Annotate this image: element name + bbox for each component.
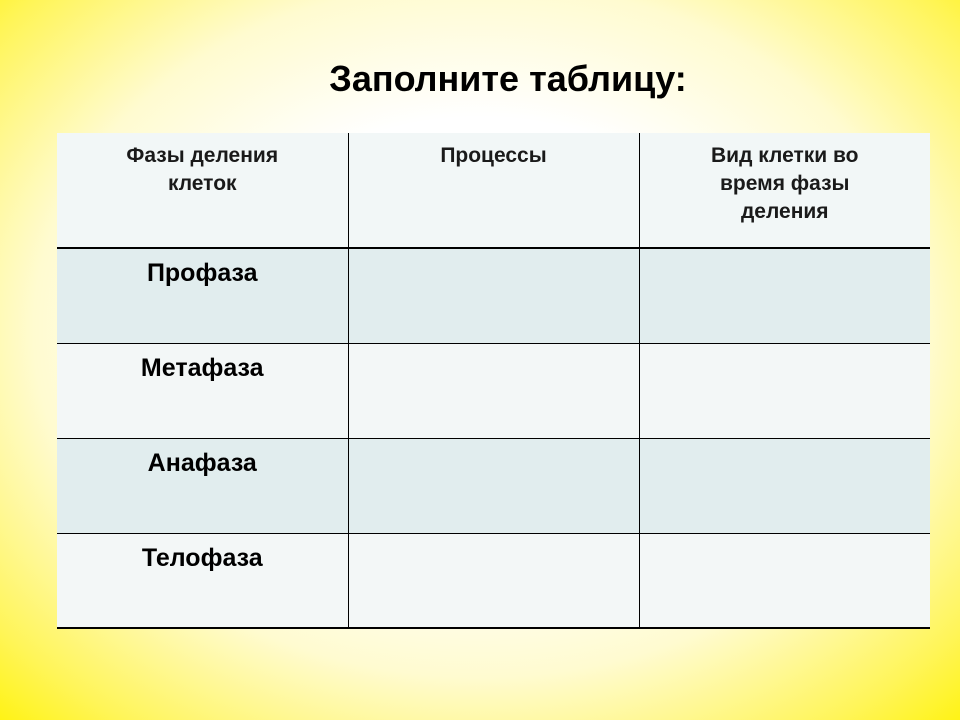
header-phases-cell xyxy=(57,133,348,248)
header-processes-cell xyxy=(348,133,639,248)
header-phases: Фазы деления клеток xyxy=(126,144,279,195)
phases-table xyxy=(57,133,930,629)
cell-view-cell[interactable] xyxy=(639,248,930,343)
header-processes: Процессы xyxy=(440,144,547,167)
table-row xyxy=(57,533,930,628)
phase-name-cell: Анафаза xyxy=(57,438,348,533)
table-header-row xyxy=(57,133,930,248)
table-row xyxy=(57,438,930,533)
processes-cell[interactable] xyxy=(348,533,639,628)
header-cell-view: Вид клетки во время фазы деления xyxy=(711,144,859,223)
slide-title: Заполните таблицу: xyxy=(329,58,687,99)
phase-name-cell: Метафаза xyxy=(57,343,348,438)
processes-cell[interactable] xyxy=(348,248,639,343)
table-row xyxy=(57,343,930,438)
cell-view-cell[interactable] xyxy=(639,533,930,628)
processes-cell[interactable] xyxy=(348,343,639,438)
phase-name-cell: Телофаза xyxy=(57,533,348,628)
phase-name-cell: Профаза xyxy=(57,248,348,343)
header-cell-view-cell xyxy=(639,133,930,248)
cell-view-cell[interactable] xyxy=(639,438,930,533)
table-row xyxy=(57,248,930,343)
cell-view-cell[interactable] xyxy=(639,343,930,438)
processes-cell[interactable] xyxy=(348,438,639,533)
